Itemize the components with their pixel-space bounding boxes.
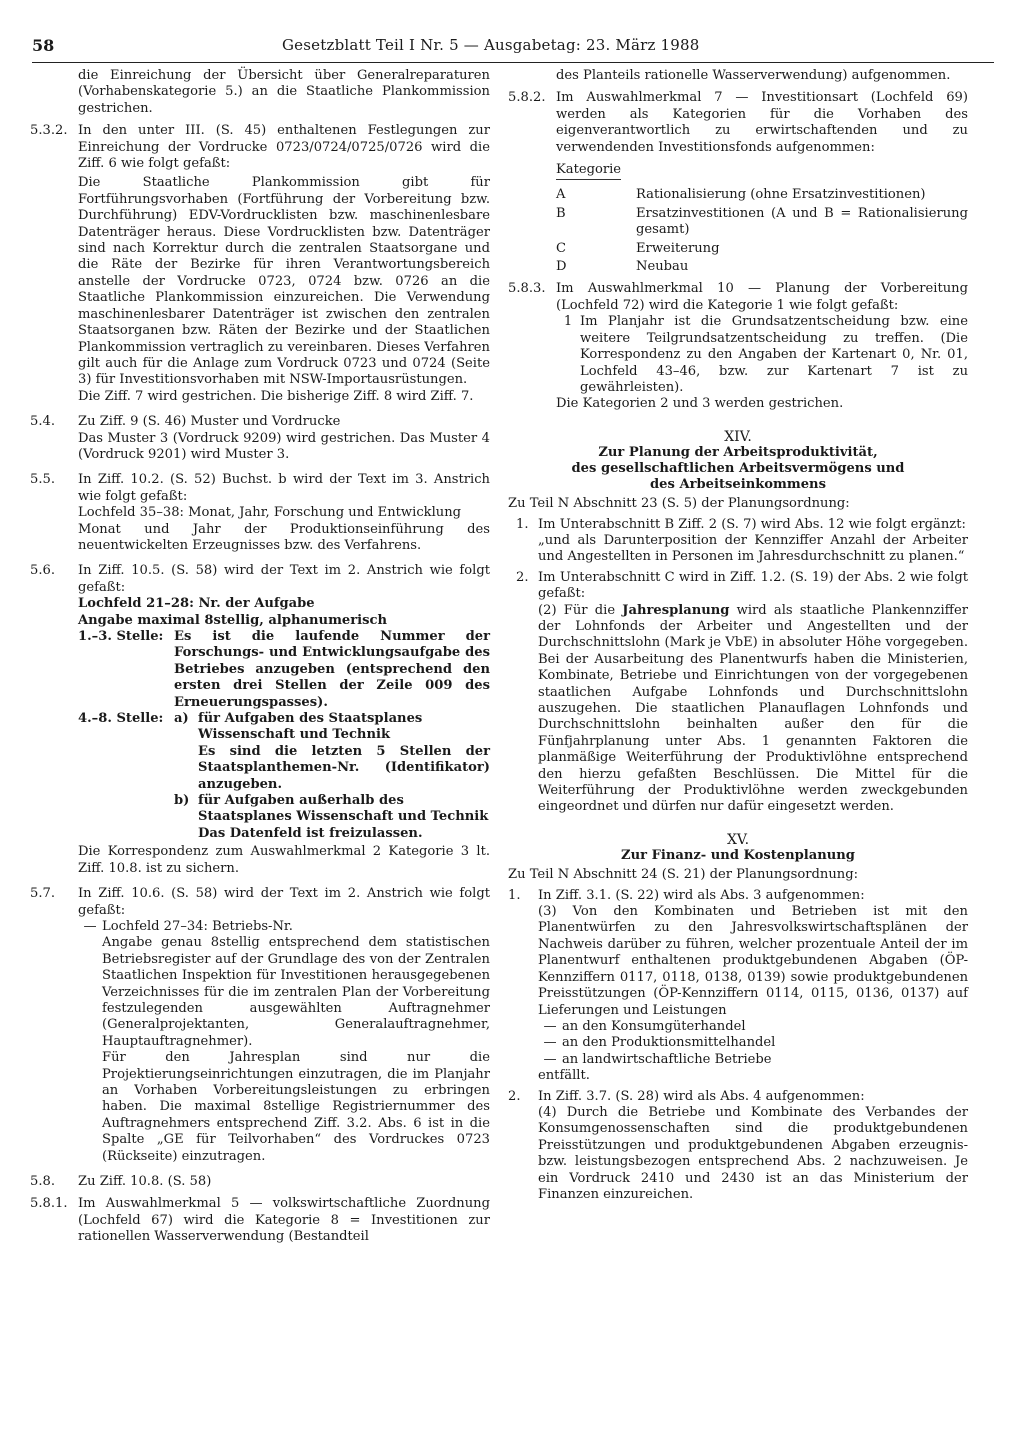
- right-column: [508, 68, 968, 1203]
- intro-text: die Einreichung der Übersicht über Generalreparaturen (Vorhabenskategorie 5.) an die Staatliche Plankommission gestrichen.: [78, 68, 490, 116]
- section-5-8-3: [508, 281, 968, 412]
- page-header: [32, 36, 992, 62]
- section-continuation: [508, 68, 968, 84]
- chapter-intro: Zu Teil N Abschnitt 23 (S. 5) der Planungsordnung:: [508, 496, 850, 512]
- chapter-intro: Zu Teil N Abschnitt 24 (S. 21) der Planungsordnung:: [508, 867, 859, 883]
- section-number: 5.5.: [30, 472, 55, 488]
- section-number: 5.6.: [30, 563, 55, 579]
- option-b: b) für Aufgaben außerhalb des Staatsplanes Wissenschaft und Technik Das Datenfeld ist freizulassen.: [174, 793, 489, 841]
- section-text: Angabe maximal 8stellig, alphanumerisch: [78, 612, 387, 628]
- chapter-title: des Arbeitseinkommens: [650, 477, 826, 493]
- stelle-label: 4.–8. Stelle:: [78, 711, 164, 727]
- section-paragraph: Die Ziff. 7 wird gestrichen. Die bisherige Ziff. 8 wird Ziff. 7.: [78, 388, 474, 404]
- section-text: In Ziff. 10.6. (S. 58) wird der Text im 2. Anstrich wie folgt gefaßt:: [78, 886, 490, 918]
- section-text: Zu Ziff. 10.8. (S. 58): [78, 1174, 212, 1189]
- list-item: 1. In Ziff. 3.1. (S. 22) wird als Abs. 3 aufgenommen: (3) Von den Kombinaten und Betrieben ist mit den Planentwürfen zu den Jahresvolkswirtschaftsplänen der Nachweis darüber zu führen, welcher prozentuale Anteil der im Planentwurf enthaltenen produktgebundenen Abgaben (ÖP-Kennziffern 0117, 0118, 0138, 0139) sowie produktgebundenen Preisstützungen (ÖP-Kennziffern 0114, 0115, 0136, 0137) auf Lieferungen und Leistungen — an den Konsumgüterhandel — an den Produktionsmittelhandel — an landwirtschaftliche Betriebe entfällt.: [508, 887, 968, 1084]
- section-text: In Ziff. 10.2. (S. 52) Buchst. b wird der Text im 3. Anstrich wie folgt gefaßt:: [78, 472, 490, 504]
- list-item: 2. Im Unterabschnitt C wird in Ziff. 1.2. (S. 19) der Abs. 2 wie folgt gefaßt: (2) Für die Jahresplanung wird als staatliche Plankennziffer der Lohnfonds der Arbeiter und Angestellten und der Durchschnittslohn (Mark je VbE) in absoluter Höhe vorgegeben. Bei der Ausarbeitung des Planentwurfs haben die Ministerien, Kombinate, Betriebe und Einrichtungen von der vorgegebenen staatlichen Aufgabe Lohnfonds und Durchschnittslohn auszugehen. Die staatlichen Planauflagen Lohnfonds und Durchschnittslohn beinhalten außer den für die Fünfjahrplanung unter Abs. 1 genannten Faktoren die planmäßige Weiterführung der Produktivlöhne entsprechend den hierzu gefaßten Beschlüssen. Die Mittel für die Weiterführung der Produktivlöhne werden zweckgebunden eingeordnet und dürfen nur dafür eingesetzt werden.: [516, 569, 968, 815]
- section-text: In Ziff. 10.5. (S. 58) wird der Text im 2. Anstrich wie folgt gefaßt:: [78, 563, 490, 595]
- left-column: [30, 68, 490, 1246]
- dash-item: — an den Konsumgüterhandel: [543, 1018, 746, 1034]
- section-text: Zu Ziff. 9 (S. 46) Muster und Vordrucke: [78, 414, 341, 430]
- header-title: Gesetzblatt Teil I Nr. 5 — Ausgabetag: 23. März 1988: [282, 36, 700, 54]
- section-5-5: [30, 472, 490, 554]
- section-paragraph: Die Staatliche Plankommission gibt für Fortführungsvorhaben (Fortführung der Vorbereitung bzw. Durchführung) EDV-Vordrucklisten bzw. maschinenlesbare Datenträger heraus. Diese Vordrucklisten bzw. Datenträger sind nach Korrektur durch die zentralen Staatsorgane und die Räte der Bezirke für ihren Verantwortungsbereich anstelle der Vordrucke 0723, 0724 bzw. 0726 an die Staatliche Plankommission einzureichen. Die Verwendung maschinenlesbarer Datenträger ist zwischen den zentralen Staatsorganen bzw. Räten der Bezirke und der Staatlichen Plankommission vertraglich zu vereinbaren. Dieses Verfahren gilt auch für die Anlage zum Vordruck 0723 und 0724 (Seite 3) für Investitionsvorhaben mit NSW-Importausrüstungen.: [78, 175, 490, 388]
- list-item: 1. Im Unterabschnitt B Ziff. 2 (S. 7) wird Abs. 12 wie folgt ergänzt: „und als Darunterposition der Kennziffer Anzahl der Arbeiter und Angestellten in Personen im Jahresdurchschnitt zu planen.“: [516, 516, 968, 565]
- section-text: Lochfeld 35–38: Monat, Jahr, Forschung und Entwicklung: [78, 505, 462, 521]
- list-item: 2. In Ziff. 3.7. (S. 28) wird als Abs. 4 aufgenommen: (4) Durch die Betriebe und Kombinate des Verbandes der Konsumgenossenschaften sind die produktgebundenen Preisstützungen und produktgebundenen Abgaben erzeugnis- bzw. leistungsbezogen entsprechend Abs. 2 nachzuweisen. Je ein Vordruck 2410 und 2430 ist an das Ministerium der Finanzen einzureichen.: [508, 1088, 968, 1202]
- section-text: In den unter III. (S. 45) enthaltenen Festlegungen zur Einreichung der Vordrucke 0723/0724/0725/0726 wird die Ziff. 6 wie folgt gefaßt:: [78, 123, 490, 172]
- section-5-7: [30, 886, 490, 1165]
- section-number: 5.8.1.: [30, 1196, 68, 1212]
- section-number: 5.8.3.: [508, 281, 546, 297]
- section-number: 5.8.: [30, 1174, 55, 1189]
- section-5-4: [30, 414, 490, 463]
- page-number: 58: [32, 36, 55, 55]
- chapter-number: XV.: [726, 831, 750, 848]
- section-5-3-2: [30, 123, 490, 405]
- dash-item: — an den Produktionsmittelhandel: [543, 1035, 776, 1051]
- kategorie-heading: Kategorie: [556, 162, 621, 180]
- section-number: 5.8.2.: [508, 90, 546, 106]
- kategorie-row: A Rationalisierung (ohne Ersatzinvestitionen): [556, 187, 926, 203]
- section-text: Das Muster 3 (Vordruck 9209) wird gestrichen. Das Muster 4 (Vordruck 9201) wird Muster 3.: [78, 430, 490, 462]
- option-a: a) für Aufgaben des Staatsplanes Wissenschaft und Technik Es sind die letzten 5 Stellen der Staatsplanthemen-Nr. (Identifikator) anzugeben.: [174, 711, 490, 792]
- header-rule: [32, 62, 994, 63]
- section-5-8: [30, 1174, 490, 1190]
- section-text: Die Kategorien 2 und 3 werden gestrichen.: [556, 396, 844, 412]
- section-text: Die Korrespondenz zum Auswahlmerkmal 2 Kategorie 3 lt. Ziff. 10.8. ist zu sichern.: [78, 844, 490, 876]
- dash-item: — an landwirtschaftliche Betriebe: [543, 1051, 772, 1067]
- stelle-1-3: [78, 629, 490, 711]
- chapter-number: XIV.: [724, 428, 752, 445]
- chapter-title: Zur Finanz- und Kostenplanung: [621, 848, 855, 864]
- kategorie-table: [508, 156, 968, 275]
- kategorie-row: B Ersatzinvestitionen (A und B = Rationalisierung gesamt): [556, 205, 968, 238]
- section-5-6: [30, 563, 490, 877]
- list-item: 1 Im Planjahr ist die Grundsatzentscheidung bzw. eine weitere Teilgrundsatzentscheidung zu treffen. (Die Korrespondenz zu den Angaben der Kartenart 0, Nr. 01, Lochfeld 43–46, bzw. zur Kartenart 7 ist zu gewährleisten).: [563, 314, 968, 395]
- section-5-8-2: [508, 90, 968, 156]
- section-text: des Planteils rationelle Wasserverwendung) aufgenommen.: [556, 68, 951, 83]
- chapter-title: Zur Planung der Arbeitsproduktivität,: [598, 445, 878, 461]
- dash-item: — Lochfeld 27–34: Betriebs-Nr. Angabe genau 8stellig entsprechend dem statistischen Betriebsregister auf der Grundlage des von der Zentralen Staatlichen Inspektion für Investitionen herausgegebenen Verzeichnisses für die im zentralen Plan der Vorbereitung festzulegenden ausgewählten Auftragnehmer (Generalprojektanten, Generalauftragnehmer, Hauptauftragnehmer). Für den Jahresplan sind nur die Projektierungseinrichtungen einzutragen, die im Planjahr an Vorhaben Vorbereitungsleistungen zu erbringen haben. Die maximal 8stellige Registriernummer des Auftragnehmers entsprechend Ziff. 3.2. Abs. 6 ist in die Spalte „GE für Teilvorhaben“ des Vordruckes 0723 (Rückseite) einzutragen.: [83, 918, 490, 1164]
- stelle-4-8: [78, 711, 490, 842]
- section-intro: [30, 68, 490, 117]
- kategorie-row: C Erweiterung: [556, 240, 720, 256]
- section-text: Lochfeld 21–28: Nr. der Aufgabe: [78, 596, 315, 612]
- section-text: Monat und Jahr der Produktionseinführung des neuentwickelten Erzeugnisses bzw. des Verfahrens.: [78, 521, 490, 553]
- kategorie-row: D Neubau: [556, 259, 689, 275]
- stelle-label: 1.–3. Stelle:: [78, 629, 164, 644]
- section-number: 5.7.: [30, 886, 55, 902]
- section-number: 5.4.: [30, 414, 55, 430]
- section-text: Im Auswahlmerkmal 10 — Planung der Vorbereitung (Lochfeld 72) wird die Kategorie 1 wie folgt gefaßt:: [556, 281, 968, 313]
- section-text: Im Auswahlmerkmal 5 — volkswirtschaftliche Zuordnung (Lochfeld 67) wird die Kategorie 8 = Investitionen zur rationellen Wasserverwendung (Bestandteil: [78, 1196, 490, 1245]
- section-5-8-1: [30, 1196, 490, 1245]
- section-text: Im Auswahlmerkmal 7 — Investitionsart (Lochfeld 69) werden als Kategorien für die Vorhaben des eigenverantwortlich zu erwirtschaftenden und zu verwendenden Investitionsfonds aufgenommen:: [556, 90, 968, 155]
- chapter-title: des gesellschaftlichen Arbeitsvermögens und: [571, 461, 905, 477]
- stelle-text: Es ist die laufende Nummer der Forschungs- und Entwicklungsaufgabe des Betriebes anzugeben (entsprechend den ersten drei Stellen der Zeile 009 des Erneuerungspasses).: [174, 629, 490, 710]
- section-number: 5.3.2.: [30, 123, 68, 139]
